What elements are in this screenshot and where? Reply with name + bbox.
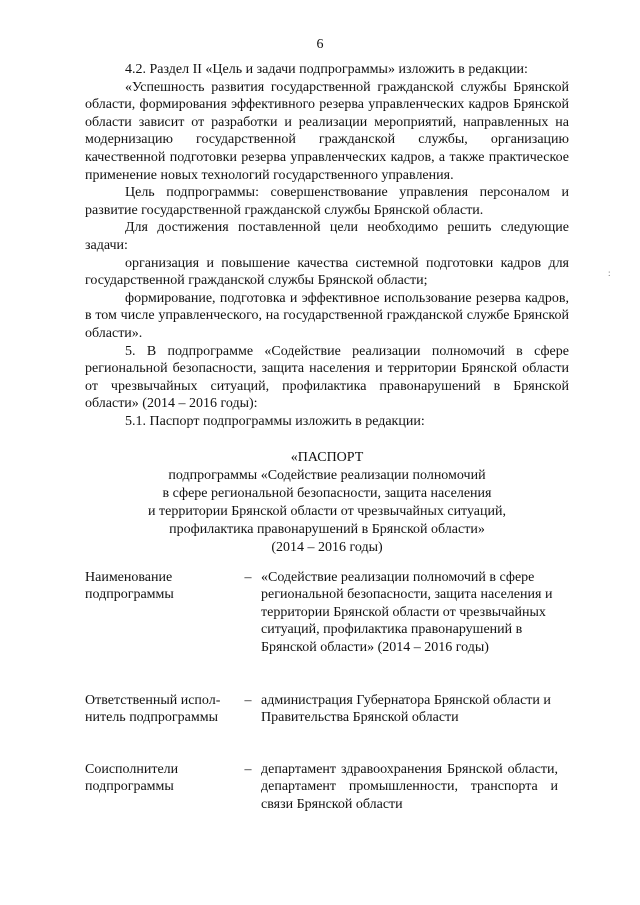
passport-title: «ПАСПОРТ [290, 450, 364, 465]
passport-line: профилактика правонарушений в Брянской области» [169, 522, 485, 537]
passport-line: и территории Брянской области от чрезвычайных ситуаций, [148, 504, 506, 519]
passport-line: подпрограммы «Содействие реализации полномочий [168, 468, 486, 483]
row-dash: – [244, 693, 252, 708]
passport-line: в сфере региональной безопасности, защита населения [162, 486, 492, 501]
paragraph-task-2: формирование, подготовка и эффективное использование резерва кадров, в том числе управленческого, на государственной гражданской службе Брянской области». [85, 290, 569, 341]
page-number: 6 [316, 37, 324, 52]
passport-line: (2014 – 2016 годы) [271, 540, 383, 555]
scan-mark: : [608, 268, 611, 278]
paragraph-goal: Цель подпрограммы: совершенствование управления персоналом и развитие государственной гражданской службы Брянской области. [85, 185, 569, 218]
paragraph-success: «Успешность развития государственной гражданской службы Брянской области, формирования эффективного резерва управленческих кадров Брянской области зависит от разработки и реализации мероприятий, направленных на модернизацию государственной гражданской службы, организацию качественной подготовки резерва управленческих кадров, а также практическое применение новых технологий государственного управления. [85, 79, 569, 183]
row-label: Наименование подпрограммы [85, 570, 174, 603]
body-text [85, 61, 569, 430]
row-label: Соисполнители подпрограммы [85, 762, 179, 795]
row-label: Ответственный испол-нитель подпрограммы [85, 693, 221, 726]
row-value: «Содействие реализации полномочий в сфере региональной безопасности, защита населения и территории Брянской области от чрезвычайных ситуаций, профилактика правонарушений в Брянской области» (2014 – 2016 годы) [261, 570, 553, 655]
paragraph-item-5-1: 5.1. Паспорт подпрограммы изложить в редакции: [125, 413, 425, 429]
passport-heading [85, 449, 569, 557]
row-dash: – [244, 570, 252, 585]
row-value: администрация Губернатора Брянской области и Правительства Брянской области [261, 693, 551, 726]
paragraph-item-5: 5. В подпрограмме «Содействие реализации полномочий в сфере региональной безопасности, защита населения и территории Брянской области от чрезвычайных ситуаций, профилактика правонарушений в Брянской области» (2014 – 2016 годы): [85, 343, 569, 412]
row-value: департамент здравоохранения Брянской области, департамент промышленности, транспорта и связи Брянской области [261, 762, 558, 812]
paragraph-section-4-2: 4.2. Раздел II «Цель и задачи подпрограммы» изложить в редакции: [125, 62, 528, 77]
row-dash: – [244, 762, 252, 777]
paragraph-tasks-intro: Для достижения поставленной цели необходимо решить следующие задачи: [85, 220, 569, 253]
paragraph-task-1: организация и повышение качества системной подготовки кадров для государственной гражданской службы Брянской области; [85, 255, 569, 289]
